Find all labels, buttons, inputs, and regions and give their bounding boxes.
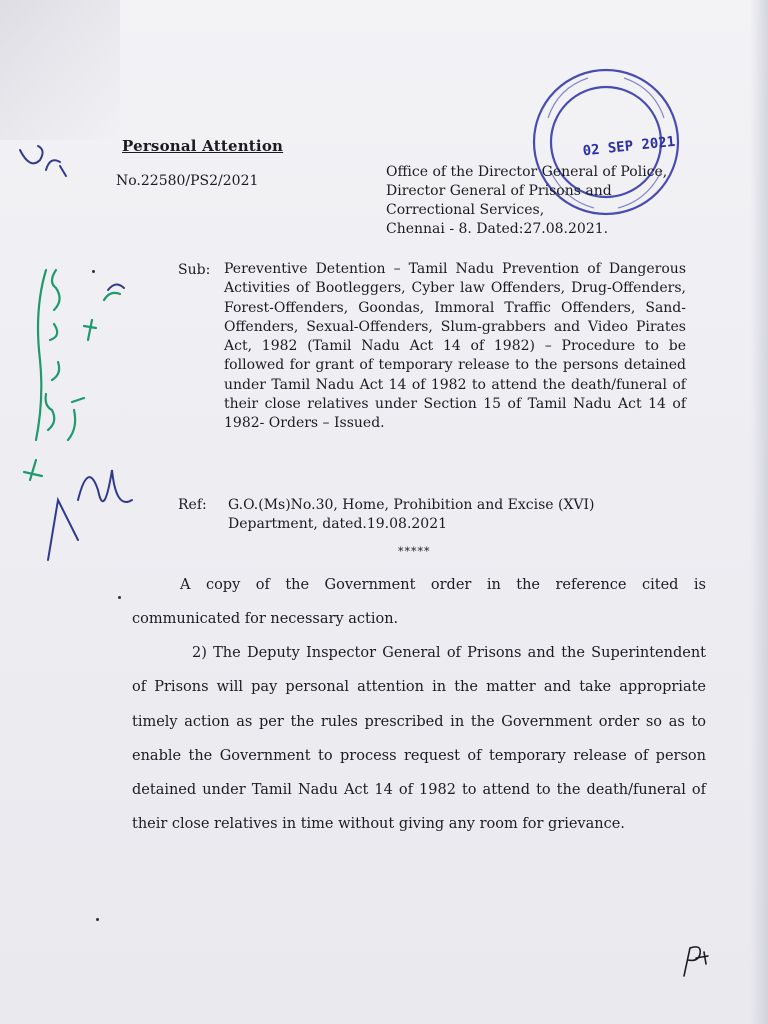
reference-label: Ref: bbox=[178, 497, 207, 513]
paper-fold-shadow bbox=[0, 0, 120, 140]
margin-dot bbox=[92, 270, 95, 273]
separator-stars: ***** bbox=[398, 545, 431, 558]
subject-label: Sub: bbox=[178, 262, 211, 278]
subject-text: Pereventive Detention – Tamil Nadu Prevention of Dangerous Activities of Bootleggers, Cyber law Offenders, Drug-Offenders, Forest-Offenders, Goondas, Immoral Traffic Offenders, Sand-Offenders, Sexual-Offenders, Slum-grabbers and Video Pirates Act, 1982 (Tamil Nadu Act 14 of 1982) – Procedure to be followed for grant of temporary release to the persons detained under Tamil Nadu Act 14 of 1982 to attend the death/funeral of their close relatives under Section 15 of Tamil Nadu Act 14 of 1982- Orders – Issued. bbox=[224, 261, 686, 432]
paper-edge-shadow bbox=[750, 0, 768, 1024]
office-address-block bbox=[386, 163, 667, 239]
office-line: Correctional Services, bbox=[386, 202, 545, 218]
reference-line: G.O.(Ms)No.30, Home, Prohibition and Excise (XVI) bbox=[228, 497, 595, 513]
margin-dot bbox=[96, 918, 99, 921]
office-line: Chennai - 8. Dated:27.08.2021. bbox=[386, 221, 609, 237]
paragraph-1: A copy of the Government order in the reference cited is communicated for necessary action. bbox=[132, 577, 706, 627]
personal-attention-heading: Personal Attention bbox=[122, 137, 284, 155]
reference-block bbox=[228, 496, 595, 534]
letter-number: No.22580/PS2/2021 bbox=[116, 173, 259, 189]
office-line: Office of the Director General of Police, bbox=[386, 164, 668, 180]
stamp-date: 02 SEP 2021 bbox=[582, 133, 676, 160]
margin-dot bbox=[118, 596, 121, 599]
office-line: Director General of Prisons and bbox=[386, 183, 612, 199]
pto-handwritten-mark bbox=[676, 940, 716, 980]
handwritten-margin-annotation bbox=[8, 140, 138, 570]
paragraph-2: 2) The Deputy Inspector General of Prisons and the Superintendent of Prisons will pay personal attention in the matter and take appropriate timely action as per the rules prescribed in the Government order so as to enable the Government to process request of temporary release of person detained under Tamil Nadu Act 14 of 1982 to attend to the death/funeral of their close relatives in time without giving any room for grievance. bbox=[132, 645, 706, 833]
reference-line: Department, dated.19.08.2021 bbox=[228, 516, 448, 532]
